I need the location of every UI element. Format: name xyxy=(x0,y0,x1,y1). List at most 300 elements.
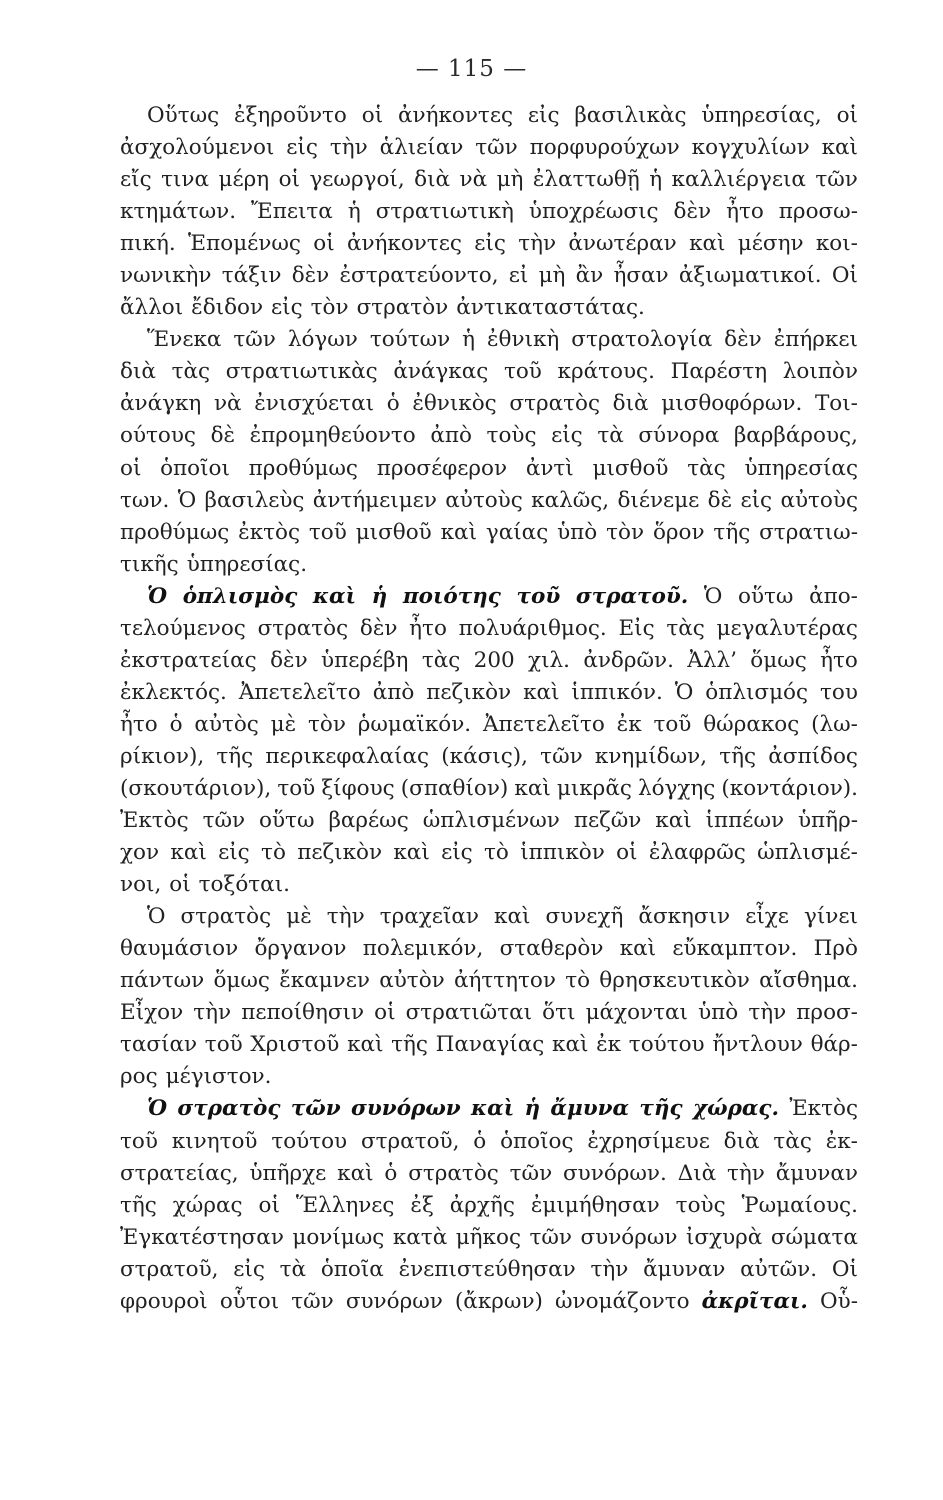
word: Ἐγκατέστησαν xyxy=(120,1224,284,1250)
word: τοῦ xyxy=(308,519,347,545)
text-line xyxy=(120,485,858,517)
word: ἐνεπιστεύθησαν xyxy=(398,1256,576,1282)
word: ὁποῖος xyxy=(500,1128,574,1154)
word: Εἰς xyxy=(618,615,655,641)
word: ἀσχολούμενοι xyxy=(120,135,275,161)
word: τάξιν xyxy=(221,263,282,289)
word: ἀπὸ xyxy=(372,679,415,705)
word: ἐθνικὸς xyxy=(412,391,497,417)
word: Ἀπετελεῖτο xyxy=(482,711,605,737)
word: ἐπήρκει xyxy=(773,327,858,353)
word: μισθοφόρων. xyxy=(661,391,803,417)
word: στρατιωτικὰς xyxy=(225,359,378,385)
word: ἐκτὸς xyxy=(238,519,301,545)
word: τοξόται. xyxy=(198,872,290,898)
word: ὁποῖοι xyxy=(160,455,230,481)
word: νωνικὴν xyxy=(120,263,212,289)
word: διὰ xyxy=(612,391,649,417)
bold-heading-word: ἡ xyxy=(371,583,388,609)
word: στρατὸν xyxy=(356,295,449,321)
word: καὶ xyxy=(689,231,726,257)
word: Ὁ xyxy=(147,904,166,930)
word: κινητοῦ xyxy=(171,1128,258,1154)
word: δὲν xyxy=(291,263,330,289)
word: καὶ xyxy=(170,840,207,866)
word: ἡ xyxy=(462,327,476,353)
word: ἀρχῆς xyxy=(449,1192,515,1218)
word: γαίας xyxy=(485,519,549,545)
text-line xyxy=(120,196,858,228)
word: τικῆς xyxy=(120,551,179,577)
word: ἐξηροῦντο xyxy=(234,103,347,128)
word: λόγχης xyxy=(637,775,716,801)
word: τῆς xyxy=(719,743,757,769)
word: θάρ- xyxy=(810,1032,858,1058)
word: ὅμως xyxy=(750,647,807,673)
word: εἰς xyxy=(474,231,506,257)
word: μέρη xyxy=(218,167,270,193)
word: εἶχε xyxy=(745,904,789,930)
bold-heading-word: ἡ xyxy=(524,1096,541,1122)
word: Ἑπομένως xyxy=(188,231,301,257)
text-line xyxy=(120,837,858,869)
word: τὸ xyxy=(484,840,509,866)
word: βασιλεὺς xyxy=(204,487,305,513)
word: ἁλιείαν xyxy=(379,135,464,161)
word: δὲν xyxy=(673,199,712,225)
word: νὰ xyxy=(213,391,242,417)
word: ἔκαμνεν xyxy=(279,968,370,994)
text-line xyxy=(120,901,858,933)
bold-heading-word: Ὁ xyxy=(147,1096,168,1122)
bold-heading-word: καὶ xyxy=(471,1096,515,1122)
word: τραχεῖαν xyxy=(379,904,479,930)
word: ἄμυναν xyxy=(643,1256,726,1282)
text-line xyxy=(120,933,858,965)
word: ἐκ xyxy=(596,1032,622,1058)
word: ούτους xyxy=(120,423,196,449)
text-line xyxy=(120,356,858,388)
word: τῶν xyxy=(233,327,276,353)
word: (κάσις), xyxy=(441,743,528,769)
text-line xyxy=(120,869,858,901)
word: διὰ xyxy=(723,1128,760,1154)
word: ρίκιον), xyxy=(120,743,205,769)
word: ἤντλουν xyxy=(712,1032,803,1058)
word: σταθερὸν xyxy=(499,936,604,962)
word: ἡ xyxy=(347,199,361,225)
word: ἱππικόν. xyxy=(571,679,663,705)
word: πεζικὸν xyxy=(297,840,383,866)
word: ὑπὸ xyxy=(698,1000,739,1026)
word: πική. xyxy=(120,231,176,257)
text-line xyxy=(120,164,858,196)
word: οἱ xyxy=(169,872,191,898)
word: Οἱ xyxy=(831,1256,858,1282)
text-line xyxy=(120,613,858,645)
word: συνόρων xyxy=(345,1288,443,1314)
word: στρατὸς xyxy=(257,615,349,641)
word: ὑπηρεσίας. xyxy=(186,551,308,577)
bold-heading-word: στρατοῦ. xyxy=(575,583,689,609)
word: του xyxy=(820,679,858,705)
word: τὴν xyxy=(590,1256,629,1282)
bold-heading-word: ποιότης xyxy=(402,583,501,609)
word: εἰς xyxy=(441,840,473,866)
word: κράτους. xyxy=(557,359,655,385)
word: προσ- xyxy=(796,1000,858,1026)
word: Οὗ- xyxy=(820,1288,858,1314)
word: θώρακος xyxy=(703,711,800,737)
word: Ὁ xyxy=(177,487,197,513)
word: εἰς xyxy=(218,840,250,866)
word: ἐχρησίμευε xyxy=(587,1128,710,1154)
word: μάχονται xyxy=(585,1000,688,1026)
text-line xyxy=(120,1254,858,1286)
word: ῥωμαϊκόν. xyxy=(357,711,472,737)
word: θαυμάσιον xyxy=(120,936,239,962)
word: τὴν xyxy=(748,1000,787,1026)
word: ὑπηρεσίας xyxy=(744,455,858,481)
word: τὴν xyxy=(518,231,557,257)
word: εἰς xyxy=(527,103,560,128)
word: αὐτὸς xyxy=(194,711,259,737)
word: ὑποχρέωσις xyxy=(528,199,659,225)
word: στρατιωτικὴ xyxy=(375,199,514,225)
word: ἀντὶ xyxy=(525,455,574,481)
word: τῆς xyxy=(120,1192,157,1218)
text-line xyxy=(120,581,858,613)
word: τὰ xyxy=(597,423,624,449)
word: ἐμιμήθησαν xyxy=(530,1192,660,1218)
word: αὐτὸν xyxy=(379,968,445,994)
word: πολυάριθμος. xyxy=(458,615,607,641)
word: Εἶχον xyxy=(120,1000,184,1026)
bold-heading-word: χώρας. xyxy=(692,1096,779,1122)
body-text xyxy=(120,100,858,1318)
word: φρουροὶ xyxy=(120,1288,208,1314)
word: καὶ xyxy=(655,808,692,834)
word: καὶ xyxy=(514,775,551,801)
word: πεζῶν xyxy=(573,808,642,834)
word: τοῦ xyxy=(503,359,542,385)
word: ἀνάγκας xyxy=(393,359,489,385)
word: τὰς xyxy=(421,647,461,673)
word: (κοντάριον). xyxy=(721,775,858,801)
word: μέσην xyxy=(737,231,804,257)
word: ἀξιωματικοί. xyxy=(678,263,822,289)
bold-heading-word: καὶ xyxy=(312,583,356,609)
word: καὶ xyxy=(523,679,560,705)
bold-heading-word: τοῦ xyxy=(516,583,561,609)
word: ἱππικὸν xyxy=(520,840,605,866)
word: τασίαν xyxy=(120,1032,198,1058)
word: τῶν xyxy=(202,808,246,834)
word: ἦσαν xyxy=(613,263,669,289)
word: ἐκ- xyxy=(825,1128,858,1154)
word: τὸ xyxy=(565,968,591,994)
word: ἀσπίδος xyxy=(768,743,858,769)
word: ἐστρατεύοντο, xyxy=(339,263,499,289)
bold-heading-word: Ὁ xyxy=(147,583,168,609)
word: τὸν xyxy=(307,711,346,737)
word: στρατείας, xyxy=(120,1160,239,1186)
word: οἱ xyxy=(313,231,335,257)
word: ὡπλισμέ- xyxy=(757,840,858,866)
word: ἱππέων xyxy=(705,808,785,834)
word: οὕτω xyxy=(259,808,315,834)
word: τῶν xyxy=(509,1160,553,1186)
word: ρος xyxy=(120,1064,158,1090)
word: αἴσθημα. xyxy=(759,968,858,994)
word: αὐτῶν. xyxy=(740,1256,818,1282)
word: ἀντικαταστάτας. xyxy=(456,295,645,321)
word: λοιπὸν xyxy=(782,359,858,385)
word: καὶ xyxy=(347,1032,384,1058)
word: γίνει xyxy=(804,904,858,930)
word: ἐκ xyxy=(616,711,642,737)
word: βαρβάρους, xyxy=(733,423,858,449)
word: ἐλαττωθῇ xyxy=(532,167,640,193)
word: εἴς xyxy=(120,167,152,193)
word: ἀντήμειμεν xyxy=(312,487,437,513)
word: ὁ xyxy=(473,1128,487,1154)
page-number: — 115 — xyxy=(415,56,528,82)
word: γεωργοί, xyxy=(309,167,405,193)
word: Ἕνεκα xyxy=(147,327,222,353)
word: Ὁ xyxy=(703,583,723,609)
word: τούτου xyxy=(271,1128,348,1154)
text-line xyxy=(120,1029,858,1061)
text-line xyxy=(120,260,858,292)
word: Ἀπετελεῖτο xyxy=(238,679,361,705)
word: ἦτο xyxy=(726,199,764,225)
word: ἀπο- xyxy=(809,583,858,609)
word: καλῶς, xyxy=(531,487,610,513)
word: μῆκος xyxy=(455,1224,521,1250)
word: ἰσχυρὰ xyxy=(685,1224,763,1250)
word: σώματα xyxy=(770,1224,858,1250)
word: (σκουτάριον), xyxy=(120,775,272,801)
word: τὴν xyxy=(193,1000,232,1026)
word: Οὕτως xyxy=(147,103,220,128)
word: στρατὸς xyxy=(408,1160,499,1186)
word: ἐπρομηθεύοντο xyxy=(249,423,416,449)
word: στρατὸς xyxy=(180,904,272,930)
word: δὲ xyxy=(210,423,236,449)
word: ὁ xyxy=(386,391,400,417)
word: προσω- xyxy=(778,199,858,225)
word: εὔκαμπτον. xyxy=(672,936,798,962)
word: ἄσκησιν xyxy=(638,904,731,930)
word: μικρᾶς xyxy=(556,775,632,801)
word: τὰς xyxy=(666,615,705,641)
word: τῆς xyxy=(713,519,751,545)
word: πεζικὸν xyxy=(426,679,512,705)
word: ἀνωτέραν xyxy=(568,231,677,257)
word: δὲν xyxy=(270,647,308,673)
word: τῶν xyxy=(475,135,518,161)
word: ἀπὸ xyxy=(430,423,472,449)
word: ἐκστρατείας xyxy=(120,647,257,673)
word: ἡ xyxy=(649,167,663,193)
word: καὶ xyxy=(821,135,858,161)
word: περικεφαλαίας xyxy=(265,743,430,769)
word: τελούμενος xyxy=(120,615,246,641)
word: προσέφερον xyxy=(376,455,508,481)
text-line xyxy=(120,100,858,132)
word: τὸ xyxy=(261,840,286,866)
word: εἰ xyxy=(508,263,529,289)
text-line xyxy=(120,773,858,805)
word: κτημάτων. xyxy=(120,199,237,225)
bold-heading-word: ἀκρῖται. xyxy=(701,1288,808,1314)
word: οἱ xyxy=(836,103,858,128)
word: Διὰ xyxy=(677,1160,717,1186)
word: μὲ xyxy=(286,904,312,930)
word: Πρὸ xyxy=(813,936,858,962)
word: αὐτοὺς xyxy=(780,487,858,513)
bold-heading-word: ἄμυνα xyxy=(550,1096,630,1122)
word: νοι, xyxy=(120,872,162,898)
text-line xyxy=(120,1158,858,1190)
word: ὅρον xyxy=(652,519,705,545)
word: των. xyxy=(120,487,170,513)
word: ἔδιδον xyxy=(191,295,264,321)
word: τὸν xyxy=(606,519,645,545)
word: (λω- xyxy=(811,711,858,737)
word: διένεμε xyxy=(617,487,700,513)
word: μὲ xyxy=(270,711,297,737)
word: στρατιῶται xyxy=(405,1000,533,1026)
word: καὶ xyxy=(393,840,430,866)
word: σύνορα xyxy=(638,423,720,449)
word: οἱ xyxy=(616,840,638,866)
word: καὶ xyxy=(440,519,477,545)
word: ὑπὸ xyxy=(557,519,598,545)
word: μονίμως xyxy=(292,1224,385,1250)
word: μεγαλυτέρας xyxy=(716,615,858,641)
word: τῶν xyxy=(540,743,583,769)
word: τὰ xyxy=(279,1256,307,1282)
word: τοῦ xyxy=(653,711,692,737)
word: καλλιέργεια xyxy=(671,167,806,193)
word: Χριστοῦ xyxy=(250,1032,340,1058)
text-line xyxy=(120,1126,858,1158)
word: διὰ xyxy=(120,359,156,385)
word: ἦτο xyxy=(120,711,158,737)
word: εἰς xyxy=(551,423,583,449)
word: τῆς xyxy=(216,743,254,769)
word: Ὁ xyxy=(674,679,694,705)
word: θρησκευτικὸν xyxy=(599,968,750,994)
word: ξίφους xyxy=(321,775,395,801)
word: μέγιστον. xyxy=(165,1064,272,1090)
word: κνημίδων, xyxy=(594,743,708,769)
word: μισθοῦ xyxy=(355,519,432,545)
text-line xyxy=(120,388,858,420)
text-line xyxy=(120,997,858,1029)
word: διὰ xyxy=(414,167,451,193)
word: καὶ xyxy=(552,1032,589,1058)
text-line xyxy=(120,132,858,164)
word: τοὺς xyxy=(486,423,537,449)
word: ἄλλοι xyxy=(120,295,184,321)
word: κογχυλίων xyxy=(691,135,810,161)
word: τὰς xyxy=(171,359,211,385)
word: τινα xyxy=(161,167,210,193)
word: ἐθνικὴ xyxy=(487,327,560,353)
word: προθύμως xyxy=(248,455,358,481)
word: Ἀλλ’ xyxy=(687,647,737,673)
word: στρατοῦ, xyxy=(360,1128,460,1154)
word: οἱ xyxy=(278,167,300,193)
text-line xyxy=(120,517,858,549)
word: τὴν xyxy=(326,904,365,930)
word: Ἕλληνες xyxy=(295,1192,395,1218)
text-line xyxy=(120,549,858,581)
word: στρατοῦ, xyxy=(120,1256,219,1282)
word: χιλ. xyxy=(528,647,570,673)
text-line xyxy=(120,805,858,837)
word: ὑπηρεσίας, xyxy=(701,103,822,128)
word: ἐνισχύεται xyxy=(254,391,375,417)
text-line xyxy=(120,677,858,709)
bold-heading-word: τῆς xyxy=(639,1096,683,1122)
text-line xyxy=(120,1093,858,1125)
word: ὁποῖα xyxy=(320,1256,384,1282)
word: πάντων xyxy=(120,968,205,994)
word: οἱ xyxy=(361,103,384,128)
text-line xyxy=(120,709,858,741)
word: οἱ xyxy=(374,1000,396,1026)
text-line xyxy=(120,453,858,485)
word: ἂν xyxy=(575,263,604,289)
word: ἀνήκοντες xyxy=(346,231,462,257)
word: καὶ xyxy=(337,1160,374,1186)
word: οὗτοι xyxy=(219,1288,280,1314)
word: κοι- xyxy=(815,231,858,257)
word: τὸν xyxy=(310,295,349,321)
word: ὅμως xyxy=(213,968,270,994)
word: ἐκλεκτός. xyxy=(120,679,227,705)
word: Παρέστη xyxy=(670,359,768,385)
text-line xyxy=(120,741,858,773)
word: ὑπερέβη xyxy=(321,647,409,673)
word: μισθοῦ xyxy=(592,455,669,481)
word: τῆς xyxy=(391,1032,428,1058)
word: συνεχῆ xyxy=(545,904,624,930)
word: Οἱ xyxy=(831,263,858,289)
word: (σπαθίον) xyxy=(400,775,509,801)
word: καὶ xyxy=(619,936,657,962)
text-line xyxy=(120,1222,858,1254)
word: ἐξ xyxy=(410,1192,434,1218)
word: ἦτο xyxy=(409,615,447,641)
word: οἱ xyxy=(258,1192,280,1218)
text-line xyxy=(120,1061,858,1093)
text-line xyxy=(120,1190,858,1222)
word: ὑπῆρ- xyxy=(797,808,858,834)
word: ὠνομάζοντο xyxy=(555,1288,690,1314)
word: ὑπῆρχε xyxy=(249,1160,327,1186)
word: τὰς xyxy=(687,455,726,481)
word: δὲν xyxy=(724,327,762,353)
word: μὴ xyxy=(538,263,566,289)
word: κατὰ xyxy=(392,1224,448,1250)
text-line xyxy=(120,645,858,677)
word: τοῦ xyxy=(277,775,316,801)
